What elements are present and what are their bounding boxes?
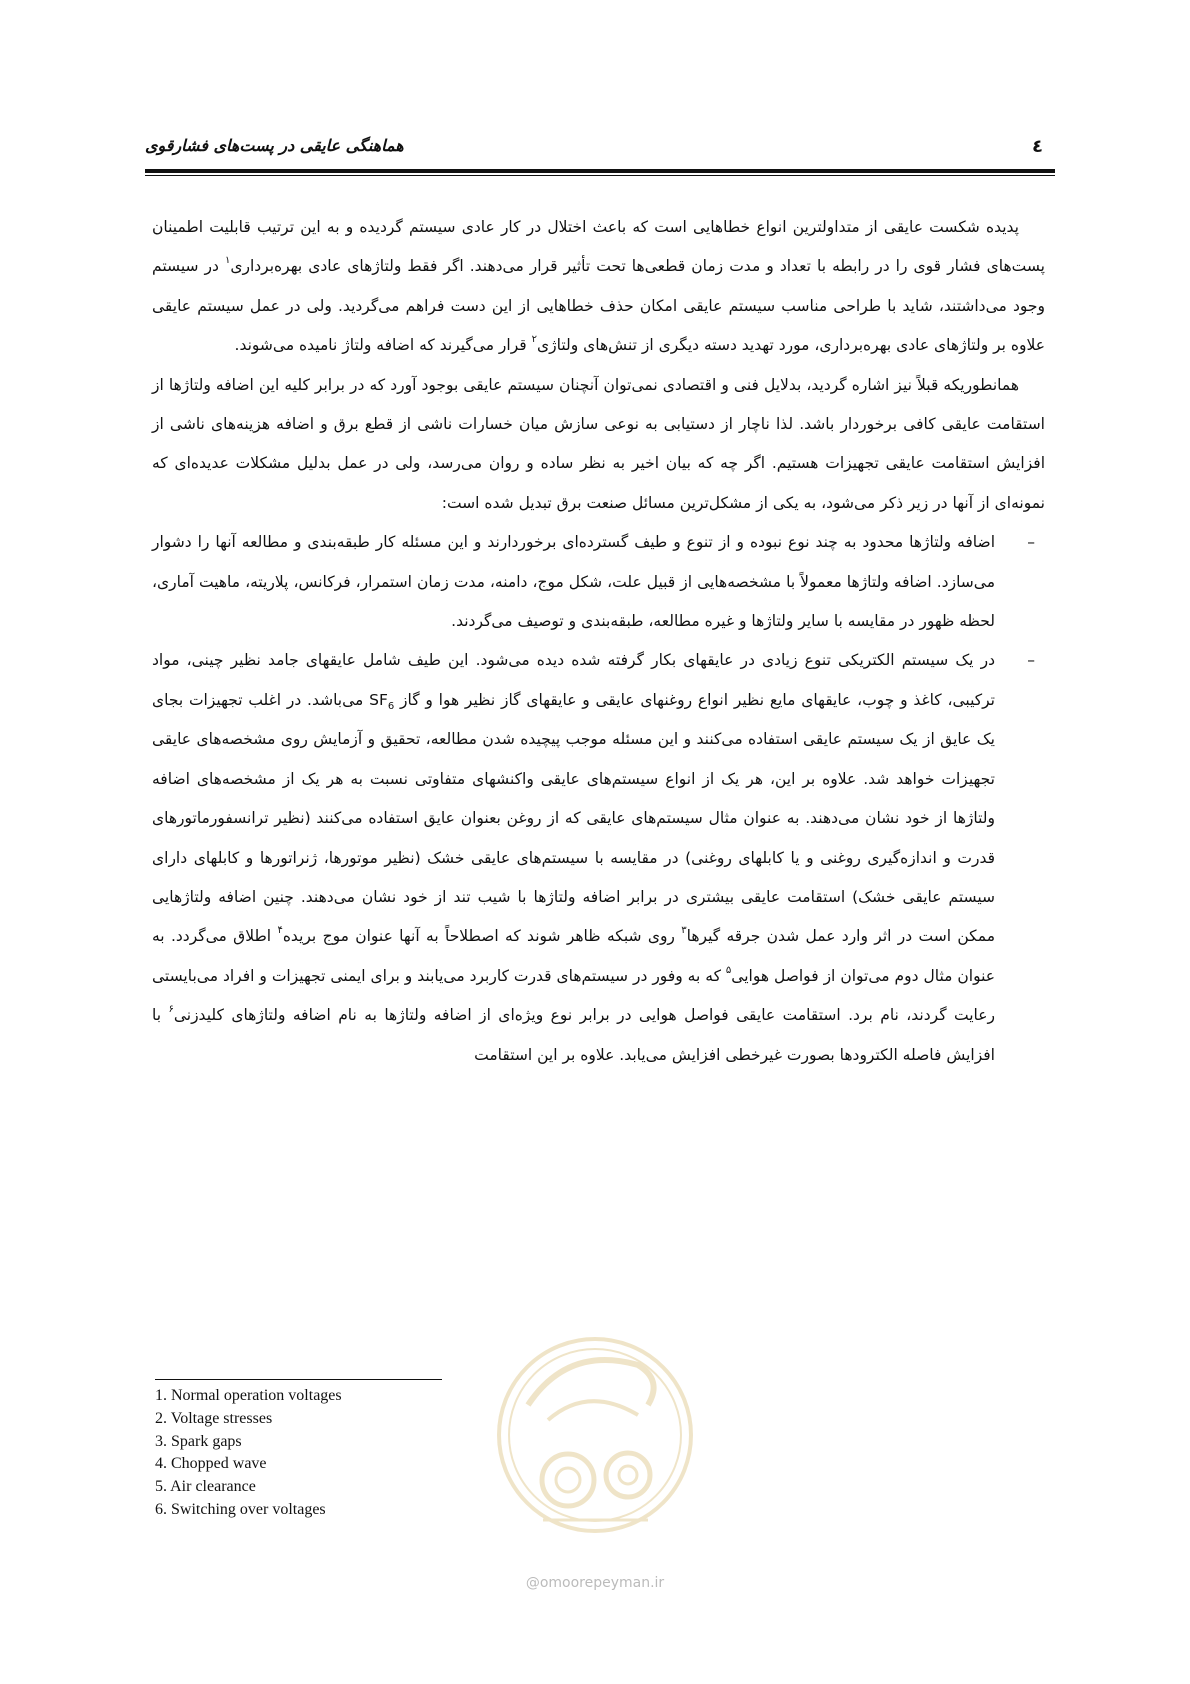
list-item-text [152,651,995,1063]
bullet-list [152,523,1045,1075]
text-run: اضافه ولتاژها محدود به چند نوع نبوده و از تنوع و طیف گسترده‌ای برخوردارند و این مسئله کار طبقه‌بندی و مطالعه آنها را دشوار می‌سازد. اضافه ولتاژها معمولاً با مشخصه‌هایی از قبیل علت، شکل موج، دامنه، مدت زمان استمرار، فرکانس، پلاریته، ماهیت آماری، لحظه ظهور در مقایسه با سایر ولتاژها و غیره مطالعه، طبقه‌بندی و توصیف می‌گردند. [152,533,995,631]
paragraph [152,208,1045,366]
subscript: 6 [387,700,395,712]
running-title: هماهنگی عایقی در پست‌های فشارقوی [145,136,404,155]
text-run: در سیستم وجود می‌داشتند، شاید با طراحی مناسب سیستم عایقی امکان حذف خطاهایی از این دست فراهم می‌گردید. ولی در عمل سیستم عایقی علاوه بر ولتاژهای عادی بهره‌برداری، مورد تهدید دسته دیگری از تنش‌های ولتاژی [152,257,1045,355]
bullet-marker: – [1027,651,1035,670]
page-header [145,132,1055,172]
text-run: قرار می‌گیرند که اضافه ولتاژ نامیده می‌شوند. [234,336,532,355]
list-item [152,641,1045,1074]
footnote: 4. Chopped wave [155,1455,267,1473]
header-rule [145,169,1055,176]
footnote-ref: ۴ [277,925,283,937]
text-run: SF [369,690,388,709]
footnote: 6. Switching over voltages [155,1500,326,1518]
paragraph [152,366,1045,524]
footnote: 5. Air clearance [155,1478,256,1496]
text-run: که به وفور در سیستم‌های قدرت کاربرد می‌یابند و برای ایمنی تجهیزات و افراد می‌بایستی رعایت گردند، نام برد. استقامت عایقی فواصل هوایی در برابر نوع ویژه‌ای از اضافه ولتاژها به نام اضافه ولتاژهای کلیدزنی [152,966,995,1025]
body-text [152,208,1045,1075]
text-run: می‌باشد. در اغلب تجهیزات بجای یک عایق از یک سیستم عایقی استفاده می‌کنند و این مسئله موجب پیچیده شدن مطالعه، تحقیق و آزمایش روی مشخصه‌های عایقی تجهیزات خواهد شد. علاوه بر این، هر یک از انواع سیستم‌های عایقی واکنشهای متفاوتی نسبت به هر یک از مشخصه‌های اضافه ولتاژها از خود نشان می‌دهند. به عنوان مثال سیستم‌های عایقی که از روغن بعنوان عایق استفاده می‌کنند (نظیر ترانسفورماتورهای قدرت و اندازه‌گیری روغنی و یا کابلهای روغنی) در مقایسه با سیستم‌های عایقی خشک (نظیر موتورها، ژنراتورها و کابلهای دارای سیستم عایقی خشک) استقامت عایقی بیشتری در برابر اضافه ولتاژها با شیب تند از خود نشان می‌دهند. چنین اضافه ولتاژهایی ممکن است در اثر وارد عمل شدن جرقه گیرها [152,690,995,946]
footnote-ref: ۱ [224,255,231,267]
text-run: روی شبکه ظاهر شوند که اصطلاحاً به آنها عنوان موج بریده [282,927,682,946]
footnote: 1. Normal operation voltages [155,1387,342,1404]
watermark-text: @omoorepeyman.ir [525,1575,665,1591]
text-run: با افزایش فاصله الکترودها بصورت غیرخطی افزایش می‌یابد. علاوه بر این استقامت [152,1006,995,1064]
footnote-ref: ۶ [168,1004,174,1016]
footnote: 3. Spark gaps [155,1432,242,1450]
footnotes [155,1385,342,1522]
bullet-marker: – [1027,533,1035,552]
text-run: در یک سیستم الکتریکی تنوع زیادی در عایقهای بکار گرفته شده دیده می‌شود. این طیف شامل عایقهای جامد نظیر چینی، مواد ترکیبی، کاغذ و چوب، عایقهای مایع نظیر انواع روغنهای عایقی و عایقهای گاز نظیر هوا و گاز [152,651,995,709]
page-number: ٤ [1032,136,1043,157]
text-run: همانطوریکه قبلاً نیز اشاره گردید، بدلایل فنی و اقتصادی نمی‌توان آنچنان سیستم عایقی بوجود آورد که در برابر کلیه این اضافه ولتاژها از استقامت عایقی کافی برخوردار باشد. لذا ناچار از دستیابی به نوعی سازش میان خسارات ناشی از قطع برق و اضافه هزینه‌های ناشی از افزایش استقامت عایقی تجهیزات هستیم. اگر چه که بیان اخیر به نظر ساده و روان می‌رسد، ولی در عمل بدلیل مشکلات عدیده‌ای که نمونه‌ای از آنها در زیر ذکر می‌شود، به یکی از مشکل‌ترین مسائل صنعت برق تبدیل شده است: [152,375,1045,512]
text-run: پدیده شکست عایقی از متداولترین انواع خطاهایی است که باعث اختلال در کار عادی سیستم گردیده و به این ترتیب قابلیت اطمینان پست‌های فشار قوی را در رابطه با تعداد و مدت زمان قطعی‌ها تحت تأثیر قرار می‌دهند. اگر فقط ولتاژهای عادی بهره‌برداری [152,218,1045,276]
footnote-rule [155,1379,442,1380]
footnote-ref: ۲ [531,334,537,346]
footnote-ref: ۵ [725,964,732,976]
footnote: 2. Voltage stresses [155,1409,273,1427]
watermark-logo [488,1325,702,1575]
footnote-ref: ۳ [681,925,687,937]
list-item [152,523,1045,641]
text-run: اطلاق می‌گردد. به عنوان مثال دوم می‌توان از فواصل هوایی [152,927,996,985]
list-item-text [152,533,995,630]
